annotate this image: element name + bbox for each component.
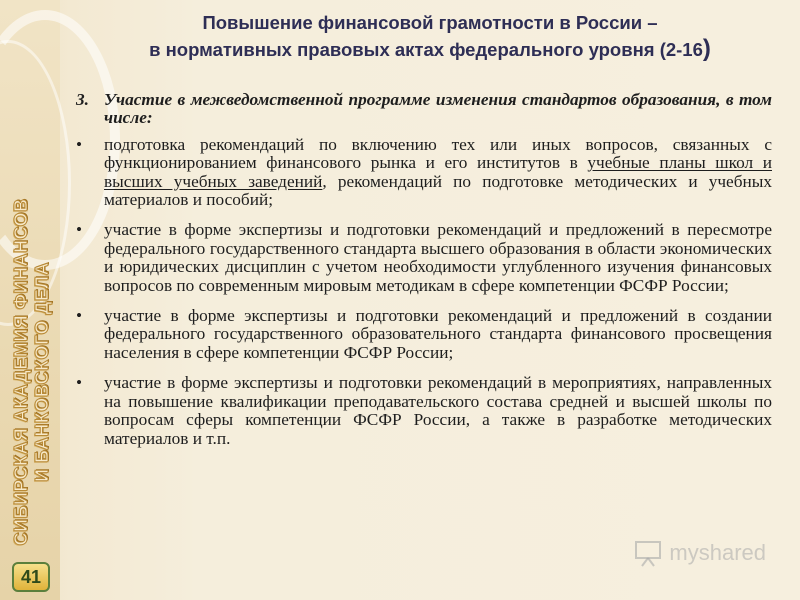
bullet-symbol: • bbox=[76, 220, 83, 240]
slide-title-line2-text: в нормативных правовых актах федерального уровня (2-16 bbox=[149, 39, 703, 60]
bullet-text-2: участие в форме экспертизы и подготовки рекомендаций и предложений в пересмотре федерального государственного стандарта высшего образования в области экономических и юридических дисциплин с учетом необходимости углубленного изучения финансовых вопросов по современным мировым методикам в сфере компетенции ФСФР России; bbox=[104, 220, 772, 295]
watermark-text: myshared bbox=[669, 540, 766, 565]
bullet-text-4: участие в форме экспертизы и подготовки рекомендаций в мероприятиях, направленных на повышение квалификации преподавательского состава средней и высшей школы по вопросам сферы компетенции ФСФР России, а также в разработке методических материалов и т.п. bbox=[104, 373, 772, 448]
organization-name-line1: СИБИРСКАЯ АКАДЕМИЯ ФИНАНСОВ bbox=[11, 198, 31, 546]
section-heading-text: Участие в межведомственной программе изменения стандартов образования, в том числе: bbox=[104, 90, 772, 128]
bullet-text-1 bbox=[104, 136, 772, 210]
slide-title-closing-paren: ) bbox=[702, 35, 711, 62]
presentation-icon bbox=[633, 538, 663, 568]
slide-title bbox=[70, 10, 790, 63]
bullet-symbol: • bbox=[76, 134, 83, 154]
slide-title-line2 bbox=[70, 36, 790, 63]
page-number-badge: 41 bbox=[12, 562, 50, 592]
slide-content bbox=[74, 91, 772, 460]
bullet-symbol: • bbox=[76, 306, 83, 326]
bullet-item-3 bbox=[74, 307, 772, 362]
bullet-item-1 bbox=[74, 136, 772, 210]
bullet-text-3: участие в форме экспертизы и подготовки рекомендаций и предложений в создании федерального государственного образовательного стандарта финансового просвещения населения в сфере компетенции ФСФР России; bbox=[104, 306, 772, 362]
organization-name-line2: И БАНКОВСКОГО ДЕЛА bbox=[32, 262, 52, 482]
bullet-symbol: • bbox=[76, 373, 83, 393]
section-heading bbox=[74, 91, 772, 128]
bullet-text-1-start: подготовка рекомендаций по включению тех или иных вопросов, связанных с функционированием финансового рынка и его институтов в bbox=[104, 134, 772, 173]
section-number: 3. bbox=[76, 90, 89, 109]
watermark bbox=[633, 538, 766, 568]
bullet-text-1-end: , рекомендаций по подготовке методических и учебных материалов и пособий; bbox=[104, 171, 773, 210]
slide-title-line1: Повышение финансовой грамотности в России – bbox=[202, 12, 658, 33]
bullet-item-2 bbox=[74, 221, 772, 295]
organization-vertical-text bbox=[6, 182, 58, 562]
bullet-text-1-underlined: учебные планы школ и высших учебных заведений bbox=[104, 153, 772, 191]
bullet-item-4 bbox=[74, 374, 772, 448]
